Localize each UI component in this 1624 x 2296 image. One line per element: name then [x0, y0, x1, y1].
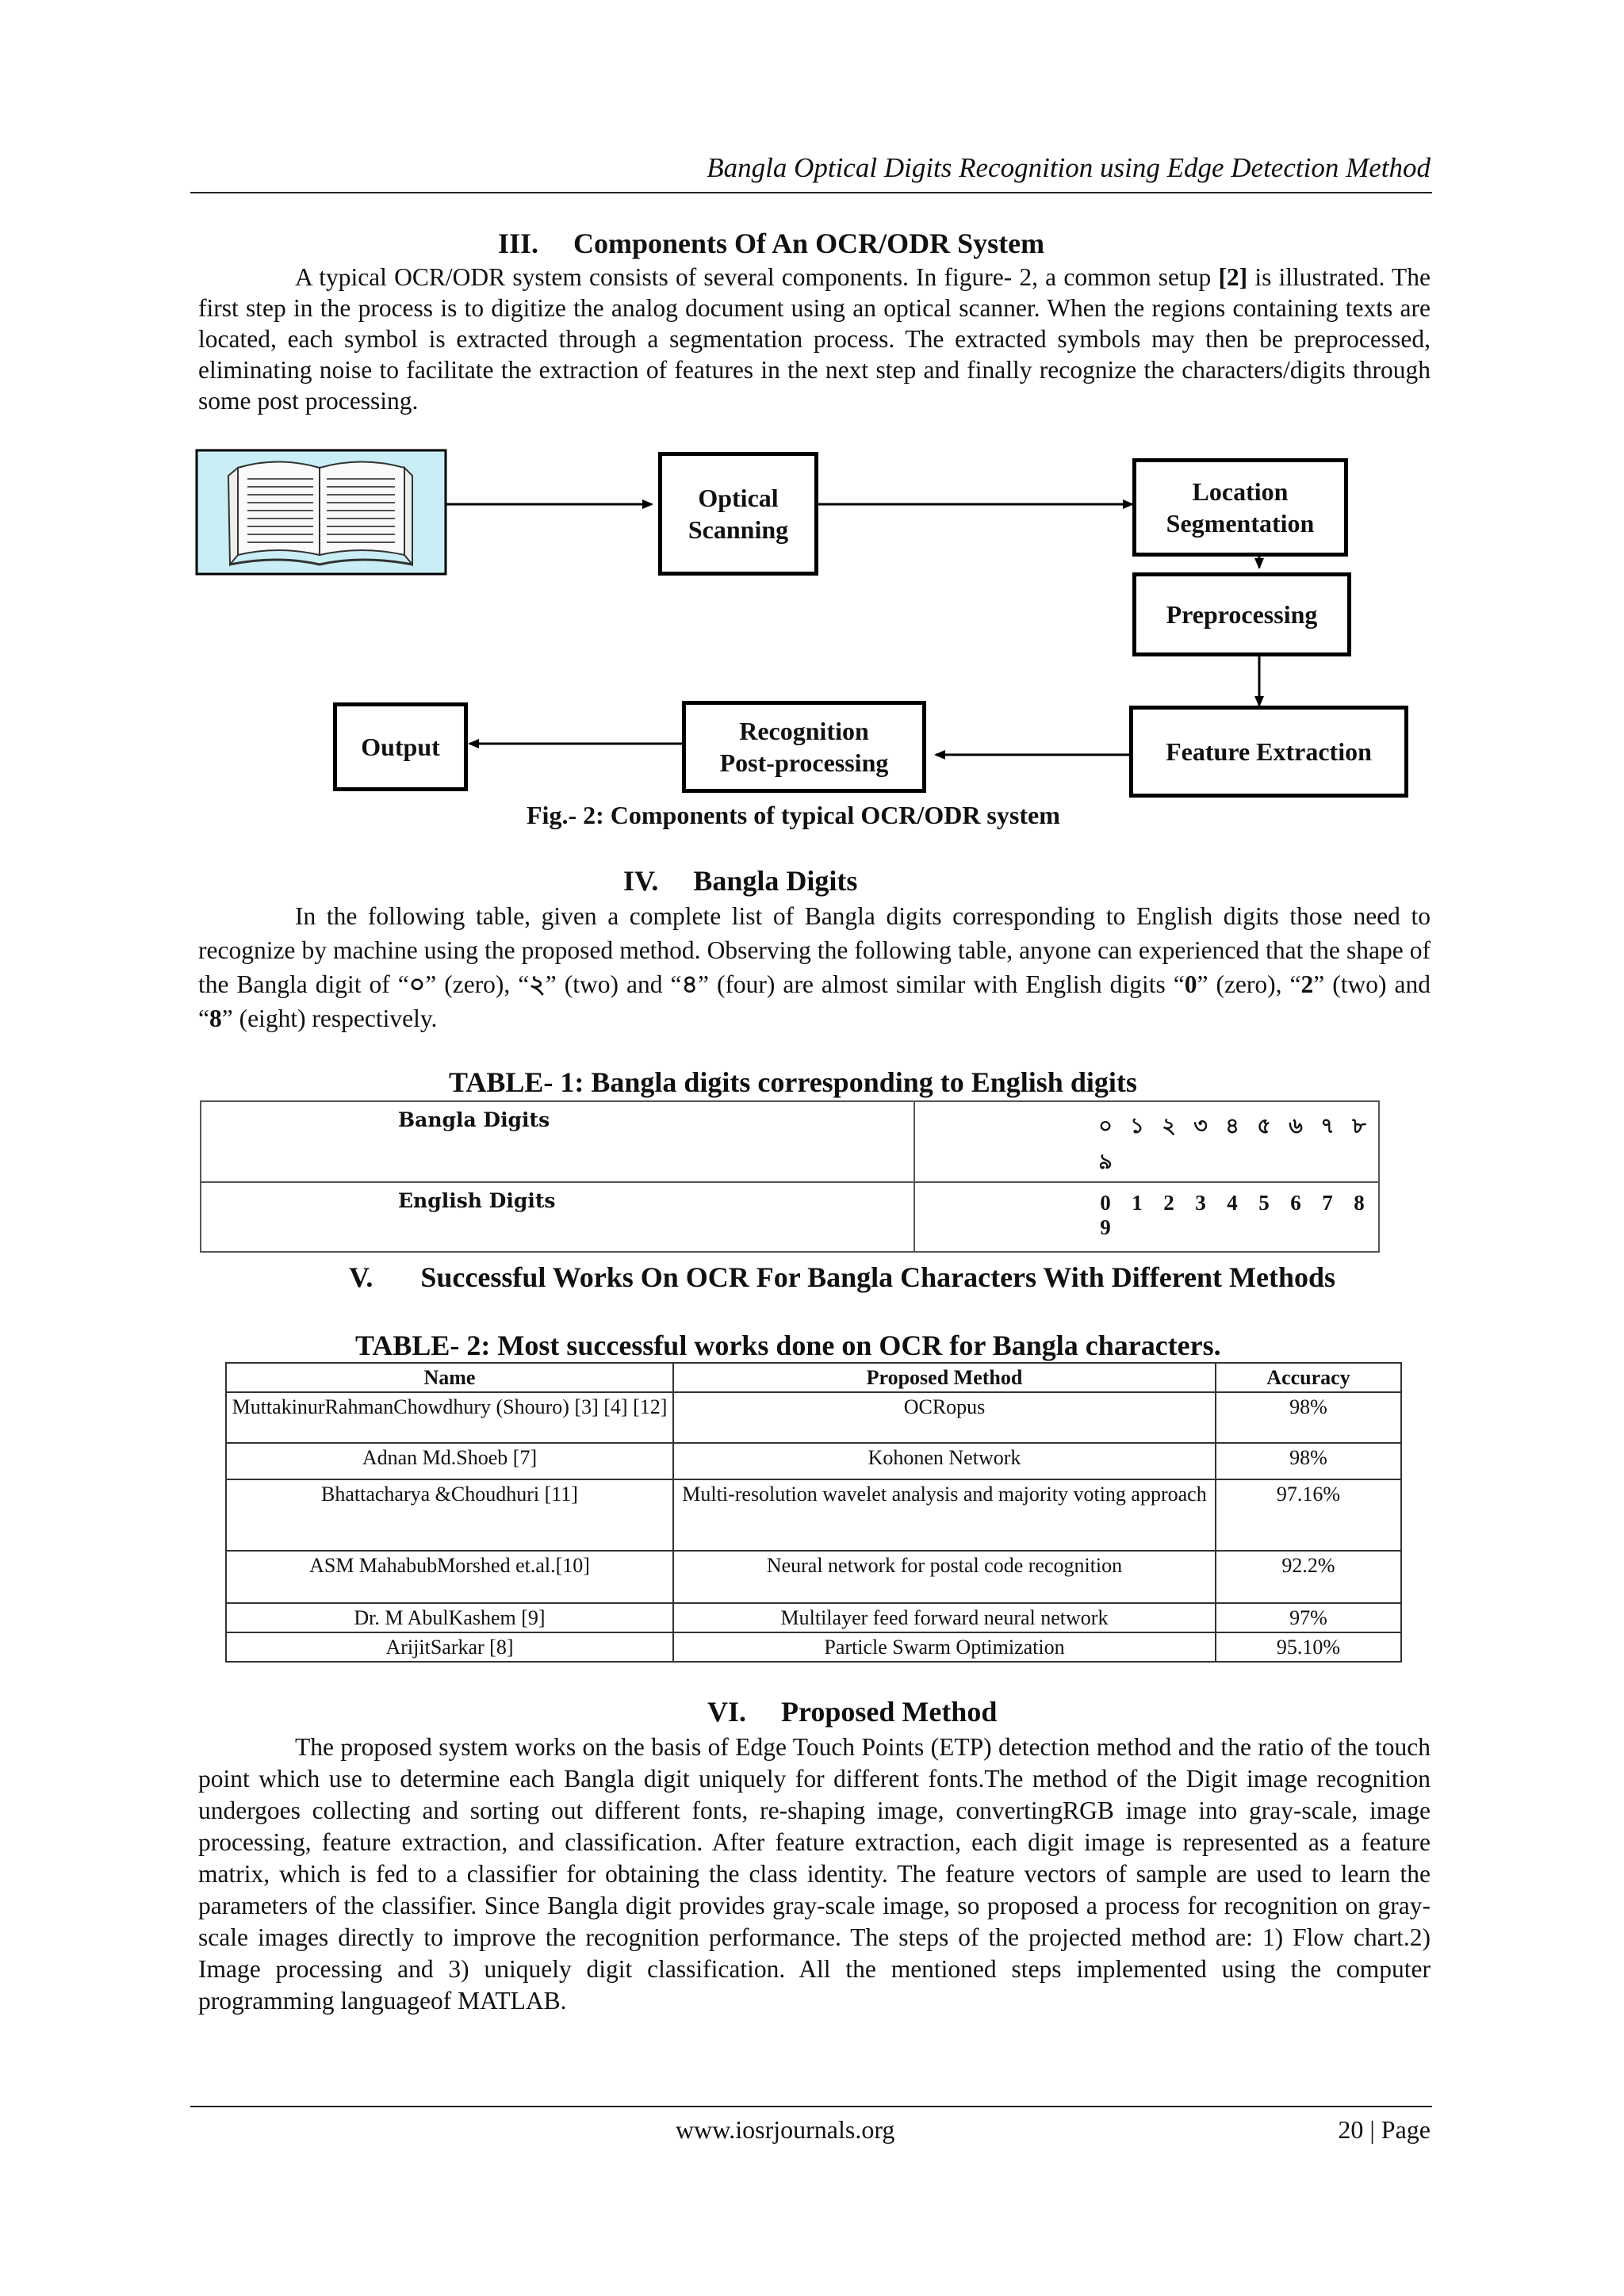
- english-digit: 5: [1258, 1191, 1270, 1215]
- bangla-digit: ৮: [1352, 1114, 1366, 1138]
- table-2-cell-accuracy: 98%: [1216, 1443, 1401, 1479]
- section-6-number: VI.: [707, 1696, 747, 1728]
- bangla-digit: ১: [1130, 1114, 1144, 1138]
- table-2-cell-name: Adnan Md.Shoeb [7]: [226, 1443, 673, 1479]
- table-2-row: [226, 1603, 1401, 1632]
- book-icon: [197, 450, 446, 574]
- section-4-bold-digit: 2: [1300, 970, 1314, 998]
- optical-scanning-line1: Optical: [698, 484, 779, 512]
- table-2-row: [226, 1443, 1401, 1479]
- section-4-heading: [623, 864, 857, 897]
- preprocessing-label: Preprocessing: [1166, 600, 1318, 629]
- table-2: [225, 1362, 1402, 1663]
- table-2-cell-accuracy: 95.10%: [1216, 1632, 1401, 1662]
- optical-scanning-line2: Scanning: [688, 515, 789, 544]
- bangla-digit: ০: [1098, 1114, 1113, 1138]
- english-digits-cell: [914, 1182, 1379, 1252]
- output-label: Output: [361, 733, 440, 761]
- table-2-header-row: [226, 1363, 1401, 1392]
- table-1: [200, 1100, 1380, 1253]
- table-2-cell-accuracy: 97%: [1216, 1603, 1401, 1632]
- table-2-cell-method: Kohonen Network: [673, 1443, 1216, 1479]
- section-3-number: III.: [498, 228, 539, 259]
- table-2-col-accuracy: Accuracy: [1216, 1363, 1401, 1392]
- bangla-digit: ৭: [1320, 1114, 1335, 1138]
- section-4-text: ” (four) are almost similar with English digits “: [697, 970, 1185, 998]
- section-3-ref: [2]: [1218, 263, 1248, 291]
- english-digit: 3: [1195, 1191, 1206, 1215]
- bangla-digit: ২: [1162, 1114, 1176, 1138]
- table-2-title: TABLE- 2: Most successful works done on OCR for Bangla characters.: [355, 1330, 1221, 1361]
- section-4-paragraph: [198, 899, 1431, 1035]
- section-6-heading: [707, 1695, 997, 1728]
- english-digit: 9: [1100, 1215, 1111, 1239]
- footer-rule: [190, 2106, 1432, 2107]
- table-2-cell-name: ASM MahabubMorshed et.al.[10]: [226, 1551, 673, 1603]
- table-2-cell-method: Multilayer feed forward neural network: [673, 1603, 1216, 1632]
- section-6-text: The proposed system works on the basis of Edge Touch Points (ETP) detection method and the ratio of the touch point which use to determine each Bangla digit uniquely for different fonts.The method of the Digit image recognition undergoes collecting and sorting out different fonts, re-shaping image, convertingRGB image into gray-scale, image processing, feature extraction, and classification. After feature extraction, each digit image is represented as a feature matrix, which is fed to a classifier for obtaining the class identity. The feature vectors of sample are used to learn the parameters of the classifier. Since Bangla digit provides gray-scale image, so proposed a process for recognition on gray-scale images directly to improve the recognition performance. The steps of the projected method are: 1) Flow chart.2) Image processing and 3) uniquely digit classification. All the mentioned steps implemented using the computer programming languageof MATLAB.: [198, 1733, 1431, 2015]
- optical-scanning-box: [658, 452, 818, 576]
- section-4-text: ” (eight) respectively.: [221, 1004, 438, 1032]
- location-segmentation-line1: Location: [1192, 477, 1289, 506]
- table-2-col-name: Name: [226, 1363, 673, 1392]
- output-box: [333, 702, 468, 791]
- table-2-cell-accuracy: 98%: [1216, 1392, 1401, 1443]
- section-4-text: ” (zero), “: [1197, 970, 1301, 998]
- table-2-cell-name: MuttakinurRahmanChowdhury (Shouro) [3] [4] [12]: [226, 1392, 673, 1443]
- preprocessing-box: [1132, 572, 1351, 656]
- feature-extraction-box: [1129, 706, 1408, 798]
- bangla-digits-cell: [914, 1101, 1379, 1182]
- table-2-cell-name: Dr. M AbulKashem [9]: [226, 1603, 673, 1632]
- section-6-title: Proposed Method: [781, 1696, 998, 1728]
- table-2-row: [226, 1632, 1401, 1662]
- table-2-cell-method: Neural network for postal code recognition: [673, 1551, 1216, 1603]
- section-4-number: IV.: [623, 865, 659, 897]
- section-5-heading: [349, 1261, 1335, 1294]
- table-2-cell-accuracy: 97.16%: [1216, 1479, 1401, 1551]
- table-2-row: [226, 1551, 1401, 1603]
- recognition-postprocessing-box: [682, 701, 926, 793]
- table-2-row: [226, 1479, 1401, 1551]
- english-digit: 7: [1322, 1191, 1333, 1215]
- section-4-bold-digit: 0: [1184, 970, 1197, 998]
- location-segmentation-line2: Segmentation: [1166, 509, 1315, 538]
- section-4-text: ” (two) and “: [198, 970, 1431, 1032]
- table-1-row-english: [201, 1182, 1379, 1252]
- english-digit: 4: [1227, 1191, 1238, 1215]
- table-2-row: [226, 1392, 1401, 1443]
- bangla-digit: ৩: [1193, 1114, 1208, 1138]
- section-4-text: ” (two) and “: [545, 970, 682, 998]
- table-2-cell-method: Particle Swarm Optimization: [673, 1632, 1216, 1662]
- section-5-title: Successful Works On OCR For Bangla Characters With Different Methods: [420, 1261, 1336, 1293]
- section-3-text-a: A typical OCR/ODR system consists of several components. In figure- 2, a common setup: [295, 263, 1219, 291]
- footer-page-number: 20 | Page: [1338, 2115, 1431, 2144]
- bangla-digit: ৬: [1289, 1114, 1303, 1138]
- table-1-title: TABLE- 1: Bangla digits corresponding to English digits: [449, 1066, 1137, 1098]
- english-digit: 6: [1290, 1191, 1301, 1215]
- table-2-cell-accuracy: 92.2%: [1216, 1551, 1401, 1603]
- table-2-cell-method: OCRopus: [673, 1392, 1216, 1443]
- table-2-cell-name: Bhattacharya &Choudhuri [11]: [226, 1479, 673, 1551]
- table-1-label-bangla: Bangla Digits: [201, 1101, 914, 1182]
- section-3-title: Components Of An OCR/ODR System: [573, 228, 1045, 259]
- english-digit: 2: [1163, 1191, 1174, 1215]
- section-4-text: ” (zero), “: [425, 970, 530, 998]
- english-digit: 1: [1132, 1191, 1143, 1215]
- section-3-text-b: is illustrated. The first step in the process is to digitize the analog document using an optical scanner. When the regions containing texts are located, each symbol is extracted through a segmentation process. The extracted symbols may then be preprocessed, eliminating noise to facilitate the extraction of features in the next step and finally recognize the characters/digits through some post processing.: [198, 263, 1431, 415]
- table-2-col-method: Proposed Method: [673, 1363, 1216, 1392]
- section-5-number: V.: [349, 1261, 373, 1293]
- section-6-paragraph: [198, 1732, 1431, 2017]
- section-4-bold-digit: ২: [529, 970, 546, 998]
- table-2-cell-name: ArijitSarkar [8]: [226, 1632, 673, 1662]
- bangla-digit: ৪: [1225, 1114, 1239, 1138]
- section-4-bold-digit: ০: [408, 970, 426, 998]
- section-4-bold-digit: 8: [209, 1004, 222, 1032]
- bangla-digit: ৯: [1098, 1150, 1113, 1173]
- footer-website: www.iosrjournals.org: [676, 2115, 895, 2144]
- table-2-cell-method: Multi-resolution wavelet analysis and majority voting approach: [673, 1479, 1216, 1551]
- table-1-label-english: English Digits: [201, 1182, 914, 1252]
- location-segmentation-box: [1132, 458, 1348, 557]
- recognition-line2: Post-processing: [719, 748, 889, 777]
- bangla-digit: ৫: [1257, 1114, 1271, 1138]
- section-4-bold-digit: ৪: [681, 970, 698, 998]
- english-digit: 8: [1354, 1191, 1365, 1215]
- section-4-text: In the following table, given a complete list of Bangla digits corresponding to English digits those need to recognize by machine using the proposed method. Observing the following table, anyone can experienced that the shape of the Bangla digit of “: [198, 902, 1431, 998]
- figure-2-caption: Fig.- 2: Components of typical OCR/ODR system: [527, 801, 1060, 829]
- section-4-title: Bangla Digits: [693, 865, 858, 897]
- recognition-line1: Recognition: [739, 717, 869, 745]
- feature-extraction-label: Feature Extraction: [1166, 737, 1372, 766]
- running-header: Bangla Optical Digits Recognition using Edge Detection Method: [707, 152, 1431, 183]
- english-digit: 0: [1100, 1191, 1111, 1215]
- table-1-row-bangla: [201, 1101, 1379, 1182]
